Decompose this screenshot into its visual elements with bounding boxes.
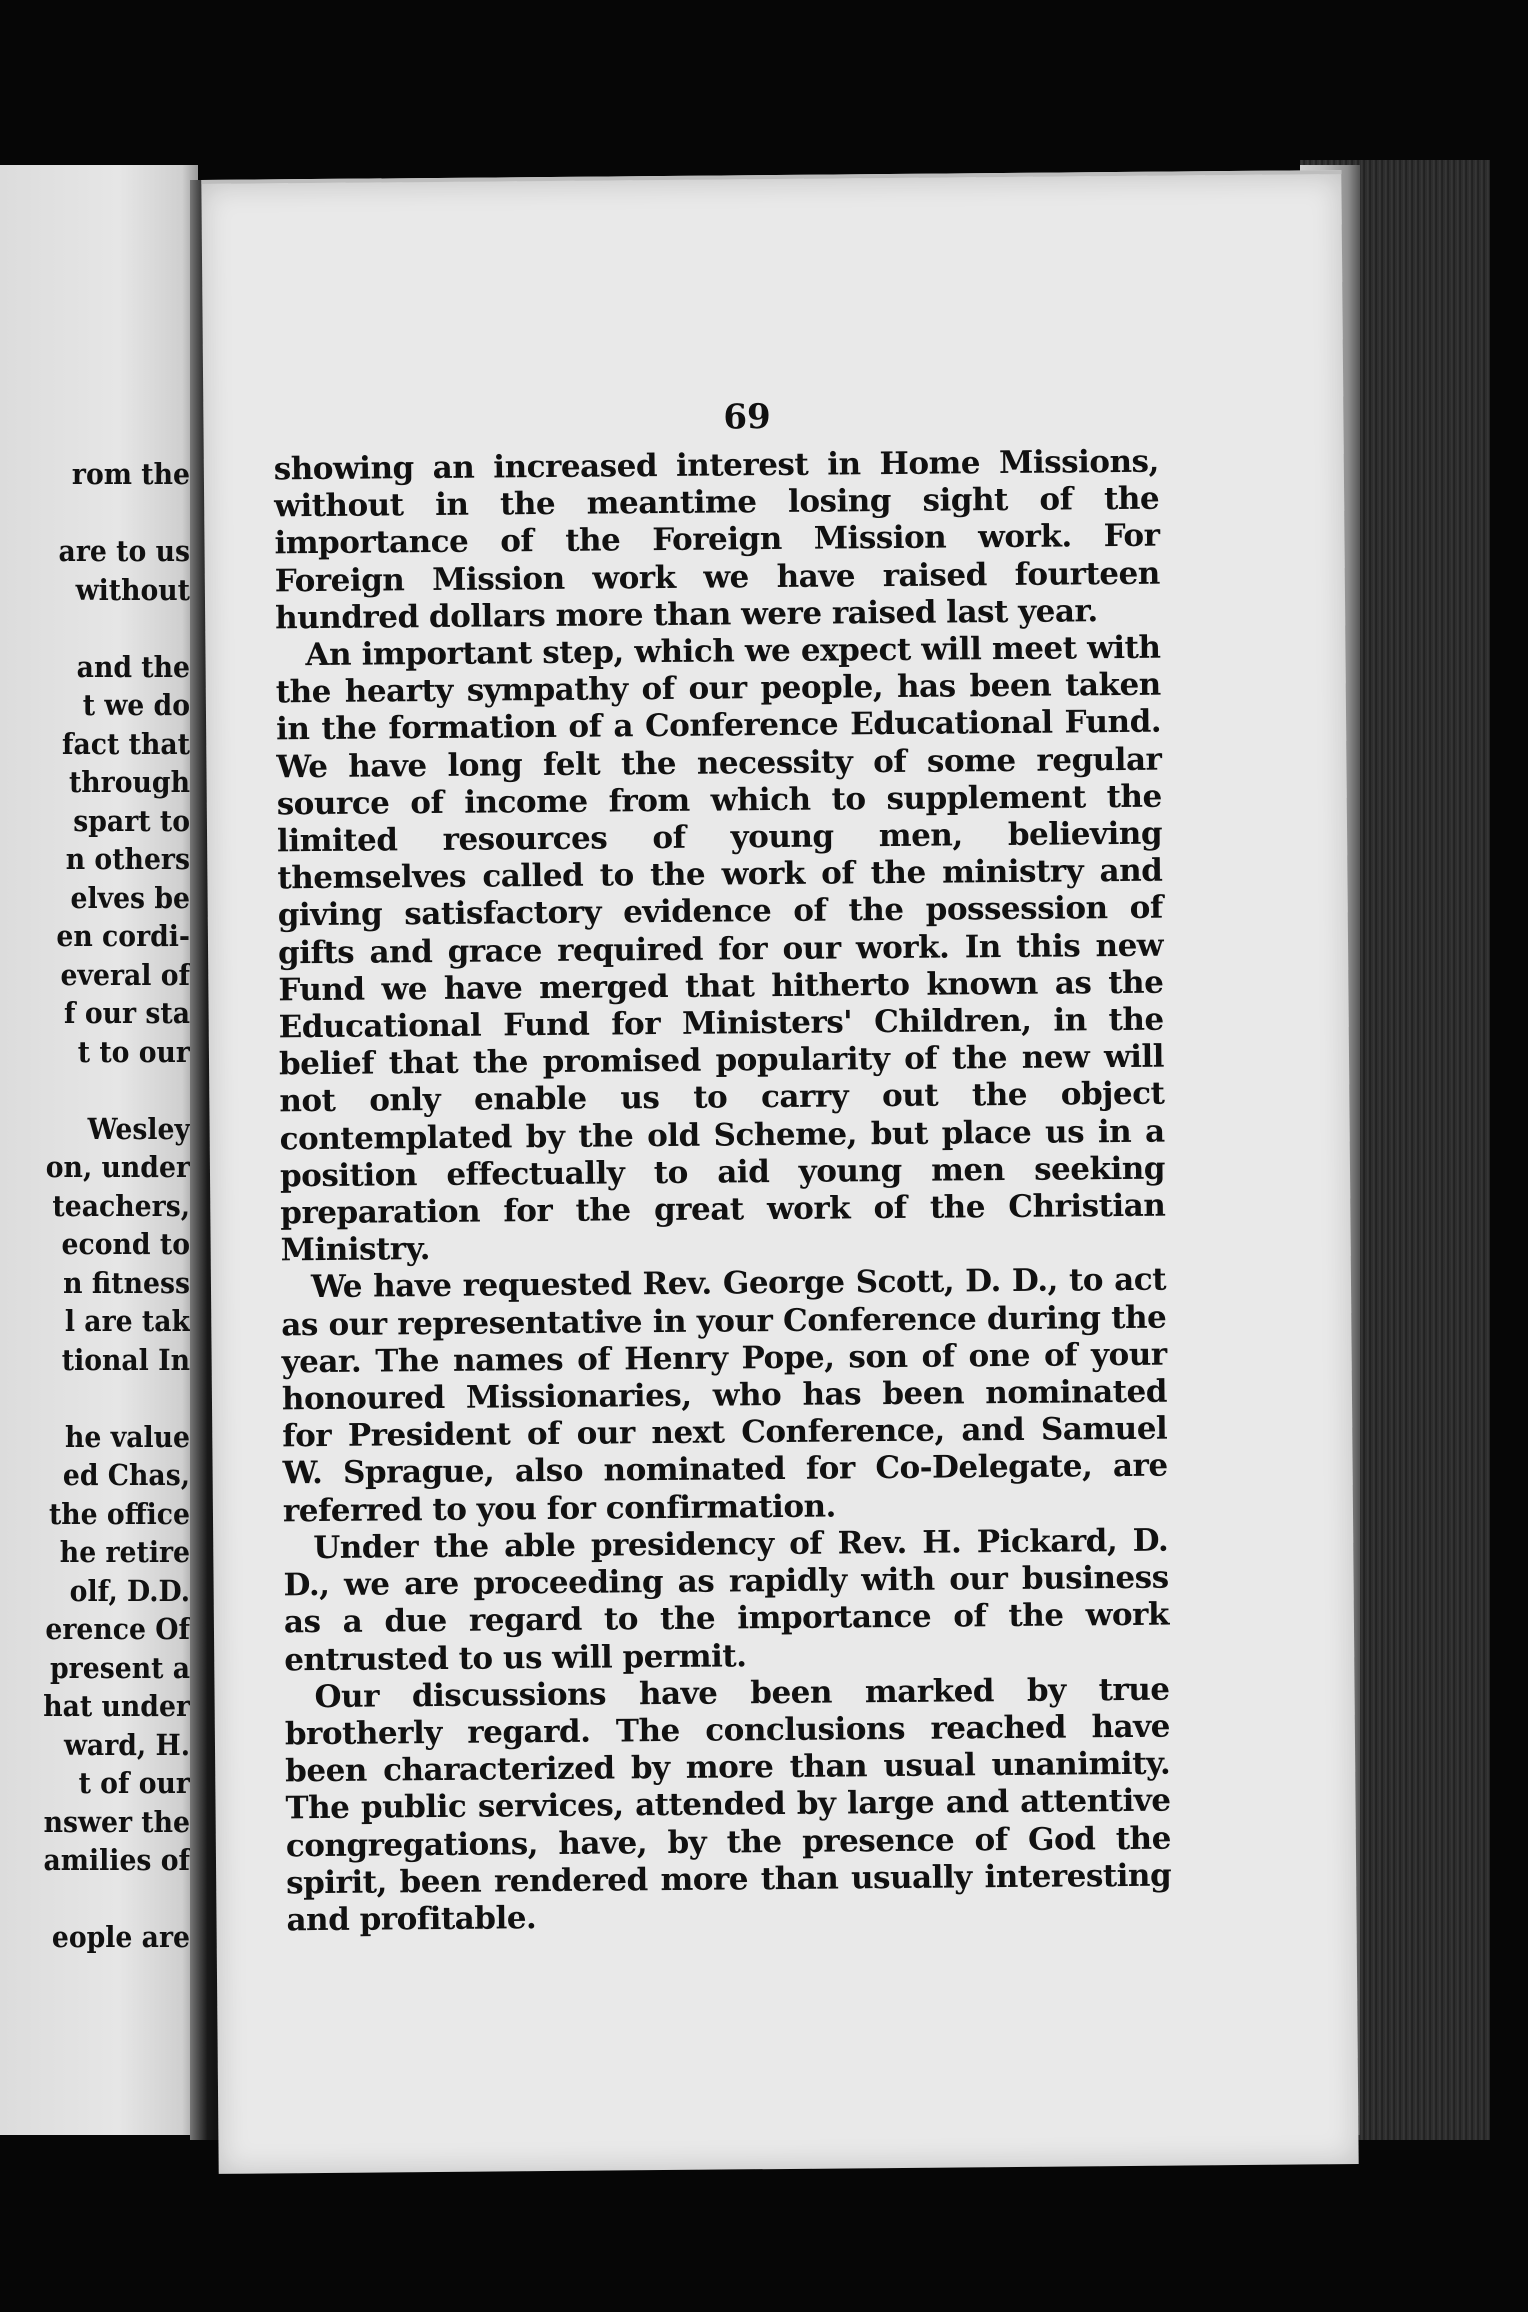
right-page: [201, 170, 1358, 2174]
left-line: [15, 1880, 190, 1919]
left-line: the office: [48, 1496, 190, 1531]
page-number: 69: [723, 397, 771, 438]
paragraph: We have requested Rev. George Scott, D. D., to act as our representative in your Conference during the year. The names of Henry Pope, son of one of your honoured Missionaries, who has been nominated for President of our next Conference, and Samuel W. Sprague, also nominated for Co-Delegate, are referred to you for confirmation.: [281, 1262, 1168, 1530]
left-line: amilies of: [43, 1843, 190, 1877]
left-line: olf, D.D.: [69, 1573, 190, 1608]
left-line: [15, 1379, 190, 1418]
left-line: n others: [65, 842, 190, 876]
left-line: spart to: [73, 803, 190, 838]
page-body: [274, 444, 1172, 1940]
left-line: n fitness: [63, 1265, 190, 1300]
left-line: eople are: [51, 1920, 190, 1954]
left-line: en cordi-: [56, 919, 190, 953]
left-line: f our sta: [64, 996, 190, 1030]
left-line: everal of: [60, 957, 190, 992]
left-line: fact that: [62, 726, 190, 761]
left-line: on, under: [45, 1150, 190, 1184]
left-line: ed Chas,: [62, 1458, 190, 1492]
left-line: t to our: [77, 1034, 190, 1069]
left-line: elves be: [70, 880, 190, 915]
left-page: [0, 165, 198, 2135]
left-line: teachers,: [52, 1188, 190, 1223]
left-page-text: [0, 455, 190, 1957]
paragraph: showing an increased interest in Home Missions, without in the meantime losing sight of the importance of the Foreign Mission work. For Foreign Mission work we have raised fourteen hundred dollars more than were raised last year.: [273, 443, 1160, 637]
left-line: ward, H.: [63, 1727, 190, 1762]
left-line: through: [68, 765, 190, 799]
paragraph: Our discussions have been marked by true brotherly regard. The conclusions reached have been characterized by more than usual unanimity. The public services, attended by large and attentive congregations, have, by the presence of God the spirit, been rendered more than usually interesting and profitable.: [284, 1671, 1172, 1939]
paragraph: Under the able presidency of Rev. H. Pickard, D. D., we are proceeding as rapidly with our business as a due regard to the importance of the work entrusted to us will permit.: [283, 1522, 1170, 1678]
left-line: hat under: [43, 1689, 190, 1723]
left-line: present a: [50, 1650, 190, 1685]
left-line: erence Of: [45, 1612, 190, 1646]
left-line: l are tak: [64, 1304, 190, 1338]
left-line: tional In: [61, 1342, 190, 1377]
left-line: and the: [76, 649, 190, 684]
left-line: t we do: [82, 688, 190, 722]
left-line: he retire: [59, 1535, 190, 1569]
left-line: [15, 609, 190, 648]
left-line: econd to: [61, 1227, 190, 1261]
left-line: t of our: [78, 1766, 190, 1800]
left-line: [15, 1071, 190, 1110]
left-line: [15, 494, 190, 533]
left-line: Wesley: [87, 1111, 190, 1146]
left-line: are to us: [58, 534, 190, 568]
left-line: nswer the: [43, 1804, 190, 1839]
left-line: rom the: [71, 457, 190, 491]
left-line: he value: [65, 1419, 190, 1454]
left-line: without: [75, 572, 190, 607]
paragraph: An important step, which we expect will meet with the hearty sympathy of our people, has been taken in the formation of a Conference Educational Fund. We have long felt the necessity of some regular source of income from which to supplement the limited resources of young men, believing themselves called to the work of the ministry and giving satisfactory evidence of the possession of gifts and grace required for our work. In this new Fund we have merged that hitherto known as the Educational Fund for Ministers' Children, in the belief that the promised popularity of the new will not only enable us to carry out the object contemplated by the old Scheme, but place us in a position effectually to aid young men seeking preparation for the great work of the Christian Ministry.: [275, 629, 1166, 1269]
